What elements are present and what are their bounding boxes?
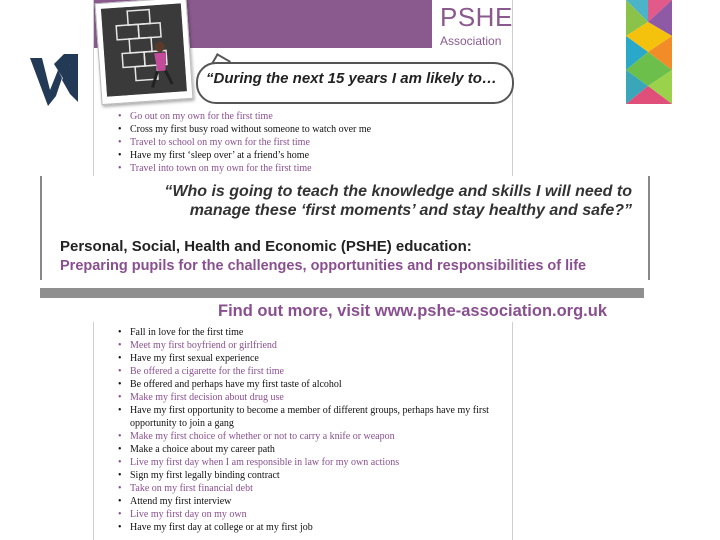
first-moments-list-top	[116, 110, 496, 175]
poster-bottom-section	[93, 322, 513, 540]
list-item: • Live my first day on my own	[116, 508, 496, 521]
poster-top-section	[93, 0, 513, 176]
first-moments-list-bottom	[116, 326, 496, 534]
banner-title: Personal, Social, Health and Economic (PSHE) education:	[60, 238, 472, 255]
list-item: • Be offered and perhaps have my first taste of alcohol	[116, 378, 496, 391]
list-item: • Live my first day when I am responsible in law for my own actions	[116, 456, 496, 469]
list-item: • Make my first choice of whether or not to carry a knife or weapon	[116, 430, 496, 443]
list-item: • Have my first ‘sleep over’ at a friend’s home	[116, 149, 496, 162]
divider-bar	[40, 288, 644, 298]
list-item: • Make my first decision about drug use	[116, 391, 496, 404]
w-shield-logo-icon	[28, 50, 80, 106]
list-item: • Have my first day at college or at my first job	[116, 521, 496, 534]
speech-bubble-text: “During the next 15 years I am likely to…	[206, 70, 497, 87]
list-item: • Cross my first busy road without someone to watch over me	[116, 123, 496, 136]
pshe-logo-title: PSHE	[440, 2, 513, 32]
list-item: • Travel into town on my own for the first time	[116, 162, 496, 175]
list-item: • Have my first sexual experience	[116, 352, 496, 365]
list-item: • Attend my first interview	[116, 495, 496, 508]
pshe-banner	[40, 176, 650, 280]
list-item: • Fall in love for the first time	[116, 326, 496, 339]
list-item: • Sign my first legally binding contract	[116, 469, 496, 482]
list-item: • Meet my first boyfriend or girlfriend	[116, 339, 496, 352]
banner-subtitle: Preparing pupils for the challenges, opportunities and responsibilities of life	[60, 258, 587, 274]
pshe-logo-subtitle: Association	[440, 34, 502, 48]
colorful-geometric-logo-icon	[624, 0, 674, 104]
list-item: • Be offered a cigarette for the first time	[116, 365, 496, 378]
list-item: • Make a choice about my career path	[116, 443, 496, 456]
list-item: • Take on my first financial debt	[116, 482, 496, 495]
list-item: • Travel to school on my own for the first time	[116, 136, 496, 149]
list-item: • Have my first opportunity to become a member of different groups, perhaps have my first opportunity to join a gang	[116, 404, 496, 430]
child-hopscotch-photo	[95, 0, 194, 105]
find-out-more-link[interactable]: Find out more, visit www.pshe-association.org.uk	[218, 302, 608, 320]
list-item: • Go out on my own for the first time	[116, 110, 496, 123]
banner-quote: “Who is going to teach the knowledge and skills I will need to manage these ‘first moments’ and stay healthy and safe?”	[164, 183, 632, 219]
pshe-association-logo	[432, 0, 512, 54]
